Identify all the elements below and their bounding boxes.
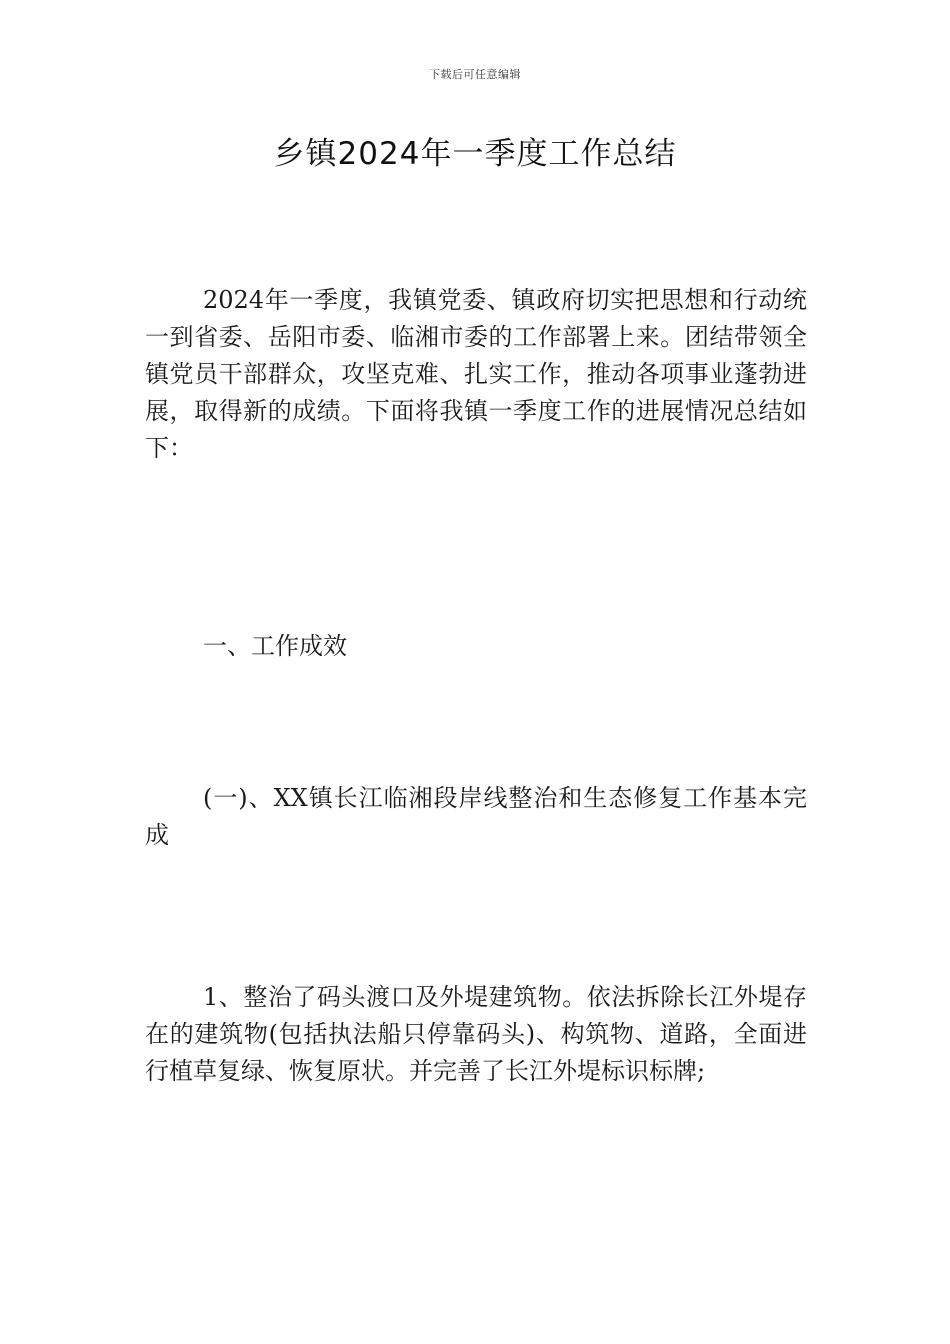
subsection-heading: (一)、XX镇长江临湘段岸线整治和生态修复工作基本完成	[145, 784, 807, 849]
section-heading: 一、工作成效	[203, 632, 347, 660]
document-title: 乡镇2024年一季度工作总结	[273, 136, 677, 172]
header-note: 下载后可任意编辑	[429, 68, 521, 81]
intro-paragraph: 2024年一季度，我镇党委、镇政府切实把思想和行动统一到省委、岳阳市委、临湘市委的工作部署上来。团结带领全镇党员干部群众，攻坚克难、扎实工作，推动各项事业蓬勃进展，取得新的成绩。下面将我镇一季度工作的进展情况总结如下：	[145, 286, 807, 462]
item-paragraph: 1、整治了码头渡口及外堤建筑物。依法拆除长江外堤存在的建筑物(包括执法船只停靠码头)、构筑物、道路，全面进行植草复绿、恢复原状。并完善了长江外堤标识标牌;	[145, 983, 807, 1085]
